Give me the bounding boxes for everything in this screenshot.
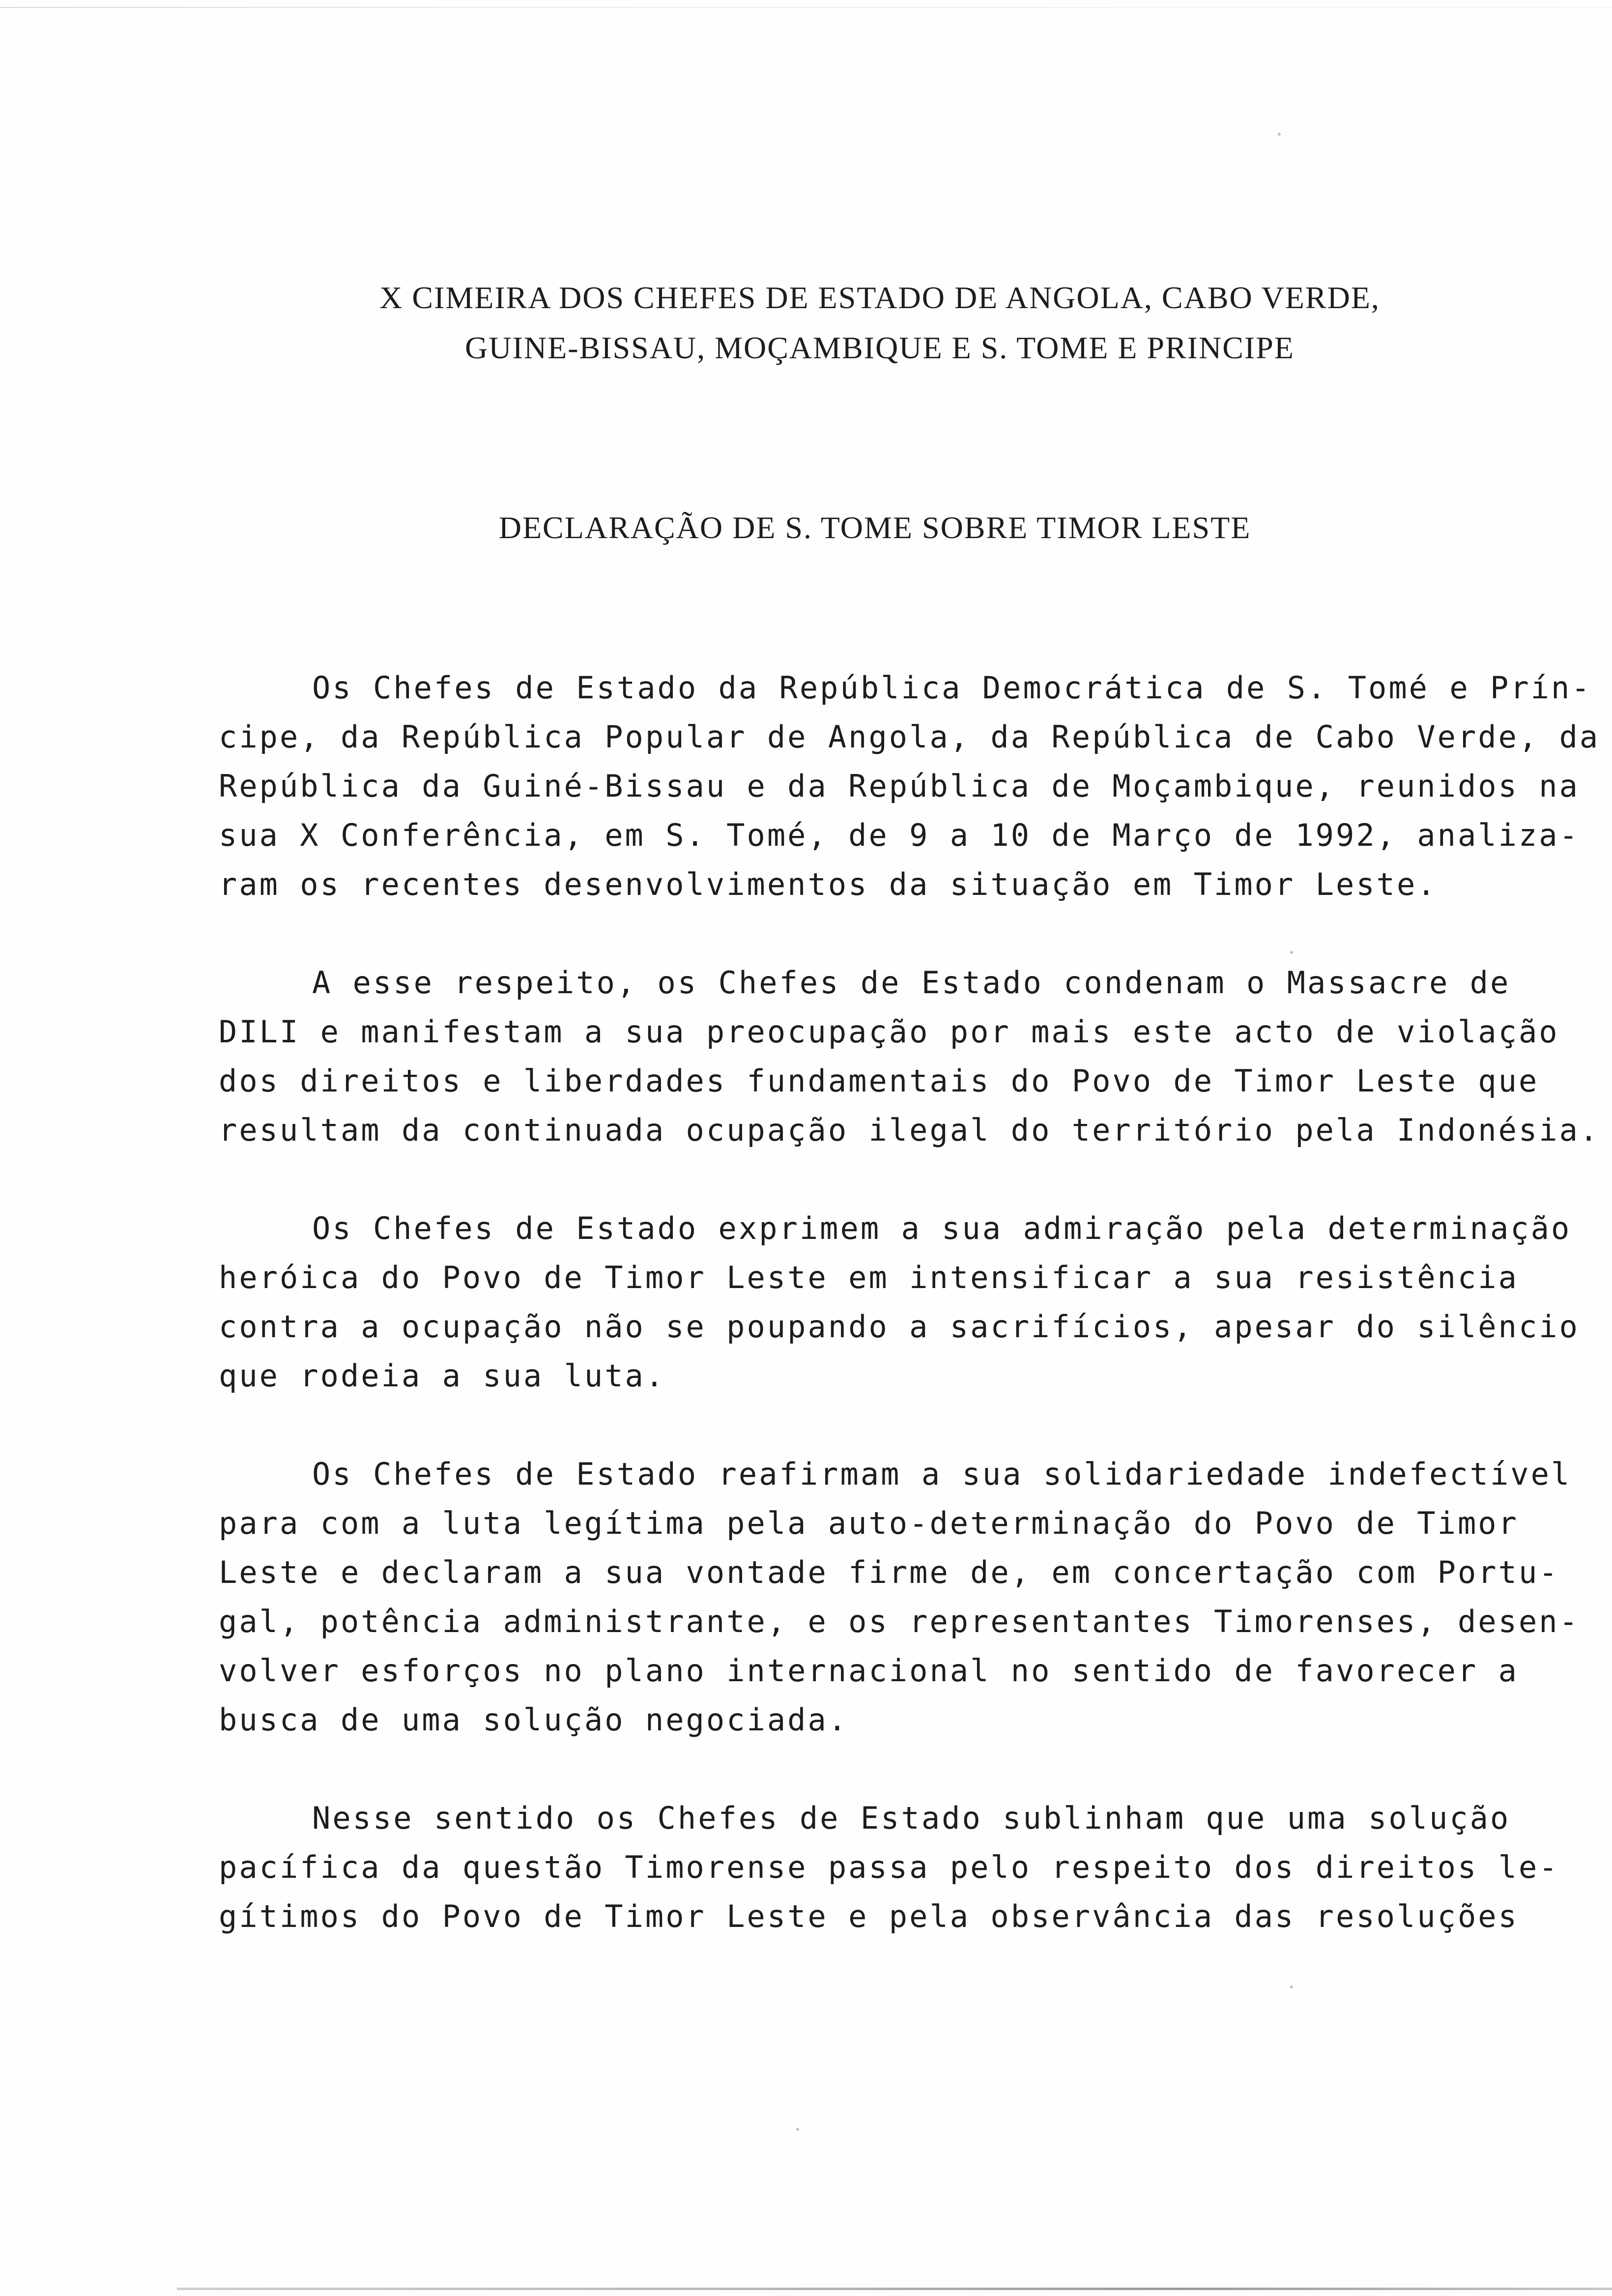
paragraph-3-line-2: heróica do Povo de Timor Leste em intensificar a sua resistência (219, 1260, 1519, 1295)
paragraph-1-line-2: cipe, da República Popular de Angola, da República de Cabo Verde, da (219, 719, 1600, 755)
paragraph-5-line-2: pacífica da questão Timorense passa pelo respeito dos direitos le- (219, 1849, 1559, 1885)
paragraph-2-line-2: DILI e manifestam a sua preocupação por mais este acto de violação (219, 1014, 1559, 1050)
declaration-title: DECLARAÇÃO DE S. TOME SOBRE TIMOR LESTE (498, 510, 1251, 545)
paragraph-4-line-6: busca de uma solução negociada. (219, 1702, 849, 1738)
scan-edge-bottom (177, 2288, 1612, 2290)
paragraph-2-line-1: A esse respeito, os Chefes de Estado condenam o Massacre de (312, 965, 1511, 1001)
scan-speck (1290, 951, 1293, 954)
paragraph-4-line-4: gal, potência administrante, e os representantes Timorenses, desen- (219, 1604, 1580, 1639)
paragraph-4 (219, 1450, 1580, 1745)
scan-edge-top (0, 7, 1612, 8)
paragraph-1 (219, 663, 1600, 909)
scan-speck (1278, 133, 1281, 136)
paragraph-1-line-3: República da Guiné-Bissau e da República de Moçambique, reunidos na (219, 768, 1580, 804)
summit-heading-line-2: GUINE-BISSAU, MOÇAMBIQUE E S. TOME E PRINCIPE (465, 330, 1295, 365)
declaration-body (219, 663, 1600, 1990)
paragraph-5-line-1: Nesse sentido os Chefes de Estado sublinham que uma solução (312, 1800, 1511, 1836)
paragraph-3-line-3: contra a ocupação não se poupando a sacrifícios, apesar do silêncio (219, 1309, 1580, 1345)
paragraph-3-line-4: que rodeia a sua luta. (219, 1358, 666, 1394)
paragraph-1-line-5: ram os recentes desenvolvimentos da situação em Timor Leste. (219, 866, 1438, 902)
paragraph-3 (219, 1204, 1580, 1401)
paragraph-1-line-4: sua X Conferência, em S. Tomé, de 9 a 10 de Março de 1992, analiza- (219, 817, 1580, 853)
summit-heading-line-1: X CIMEIRA DOS CHEFES DE ESTADO DE ANGOLA, CABO VERDE, (379, 280, 1380, 315)
paragraph-4-line-3: Leste e declaram a sua vontade firme de, em concertação com Portu- (219, 1554, 1559, 1590)
paragraph-1-line-1: Os Chefes de Estado da República Democrática de S. Tomé e Prín- (312, 670, 1592, 706)
paragraph-2-line-4: resultam da continuada ocupação ilegal do território pela Indonésia. (219, 1112, 1600, 1148)
paragraph-5-line-3: gítimos do Povo de Timor Leste e pela observância das resoluções (219, 1898, 1519, 1934)
scan-speck (1290, 1985, 1293, 1988)
paragraph-3-line-1: Os Chefes de Estado exprimem a sua admiração pela determinação (312, 1210, 1572, 1246)
paragraph-4-line-1: Os Chefes de Estado reafirmam a sua solidariedade indefectível (312, 1456, 1572, 1492)
paragraph-2 (219, 958, 1600, 1155)
paragraph-2-line-3: dos direitos e liberdades fundamentais do Povo de Timor Leste que (219, 1063, 1539, 1099)
paragraph-4-line-2: para com a luta legítima pela auto-determinação do Povo de Timor (219, 1505, 1519, 1541)
summit-heading (315, 273, 1445, 373)
scan-speck (796, 2128, 799, 2131)
paragraph-4-line-5: volver esforços no plano internacional no sentido de favorecer a (219, 1653, 1519, 1689)
paragraph-5 (219, 1794, 1565, 1941)
